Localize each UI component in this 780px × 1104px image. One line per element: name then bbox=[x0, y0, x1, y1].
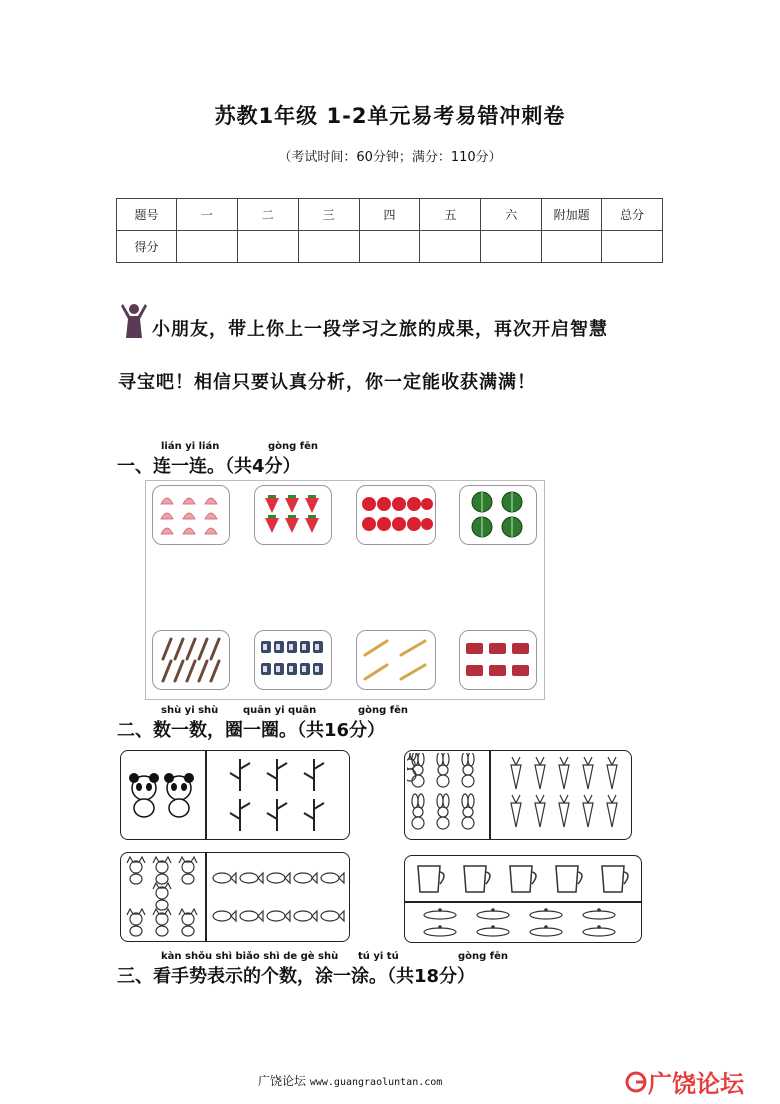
score-cell[interactable] bbox=[602, 231, 663, 263]
section-1-title: 一、连一连。（共4分） bbox=[117, 456, 301, 477]
peach-card[interactable] bbox=[152, 485, 230, 545]
table-row-label: 得分 bbox=[117, 231, 177, 263]
score-cell[interactable] bbox=[542, 231, 602, 263]
watermelon-card[interactable] bbox=[459, 485, 537, 545]
footer-site-name: 广饶论坛 bbox=[258, 1074, 307, 1088]
table-header-cell: 一 bbox=[176, 199, 237, 231]
pinyin-annotation: gòng fēn bbox=[458, 951, 509, 962]
table-header-cell: 四 bbox=[359, 199, 420, 231]
score-cell[interactable] bbox=[420, 231, 481, 263]
pinyin-annotation: tú yi tú bbox=[358, 951, 399, 962]
chopstick-card[interactable] bbox=[356, 630, 436, 690]
pinyin-annotation: shù yi shù bbox=[161, 705, 219, 716]
table-header-cell: 题号 bbox=[117, 199, 177, 231]
girl-figure-icon bbox=[120, 302, 148, 342]
pencil-sharpener-card[interactable] bbox=[254, 630, 332, 690]
carrots-10-icon[interactable] bbox=[506, 755, 626, 835]
score-table bbox=[116, 198, 663, 263]
section-3-title: 三、看手势表示的个数，涂一涂。（共18分） bbox=[117, 966, 476, 987]
pinyin-annotation: lián yi lián bbox=[161, 441, 220, 452]
exam-info: （考试时间：60分钟；满分：110分） bbox=[278, 150, 502, 165]
pencils-10-icon bbox=[153, 631, 228, 688]
pencil-card[interactable] bbox=[152, 630, 230, 690]
score-cell[interactable] bbox=[176, 231, 237, 263]
lids-8-icon[interactable] bbox=[410, 905, 638, 941]
table-header-cell: 二 bbox=[237, 199, 298, 231]
score-cell[interactable] bbox=[237, 231, 298, 263]
peaches-9-icon bbox=[153, 486, 228, 543]
watermelons-4-icon bbox=[460, 486, 535, 543]
footer-url: www.guangraoluntan.com bbox=[309, 1077, 443, 1088]
score-cell[interactable] bbox=[359, 231, 420, 263]
pinyin-annotation: gòng fēn bbox=[268, 441, 319, 452]
pinyin-annotation: quān yi quān bbox=[243, 705, 317, 716]
table-header-cell: 六 bbox=[481, 199, 542, 231]
table-row bbox=[117, 231, 663, 263]
strawberries-6-icon bbox=[255, 486, 330, 543]
table-header-cell: 五 bbox=[420, 199, 481, 231]
site-logo bbox=[624, 1064, 744, 1099]
table-header-cell: 三 bbox=[298, 199, 359, 231]
pinyin-annotation: gòng fēn bbox=[358, 705, 409, 716]
logo-swirl-icon bbox=[624, 1070, 648, 1094]
bamboo-6-icon[interactable] bbox=[215, 755, 345, 835]
intro-line-1: 小朋友，带上你上一段学习之旅的成果，再次开启智慧 bbox=[152, 319, 608, 340]
pinyin-annotation: kàn shǒu shì biǎo shì de gè shù bbox=[161, 951, 339, 962]
table-header-cell: 总分 bbox=[602, 199, 663, 231]
intro-line-2: 寻宝吧！相信只要认真分析，你一定能收获满满！ bbox=[118, 372, 536, 393]
erasers-6-icon bbox=[460, 631, 535, 688]
eraser-card[interactable] bbox=[459, 630, 537, 690]
cats-7-icon[interactable] bbox=[123, 855, 203, 939]
section-2-title: 二、数一数，圈一圈。（共16分） bbox=[117, 720, 386, 741]
footer-watermark bbox=[258, 1072, 442, 1089]
score-cell[interactable] bbox=[298, 231, 359, 263]
sharpeners-10-icon bbox=[255, 631, 330, 688]
score-cell[interactable] bbox=[481, 231, 542, 263]
cups-5-icon[interactable] bbox=[410, 860, 638, 898]
page-title: 苏教1年级 1-2单元易考易错冲刺卷 bbox=[214, 104, 566, 128]
table-header-cell: 附加题 bbox=[542, 199, 602, 231]
strawberry-card[interactable] bbox=[254, 485, 332, 545]
pandas-2-icon[interactable] bbox=[126, 770, 201, 820]
table-row bbox=[117, 199, 663, 231]
rabbits-6-icon[interactable] bbox=[407, 753, 487, 837]
fish-10-icon[interactable] bbox=[210, 860, 346, 936]
apple-card[interactable] bbox=[356, 485, 436, 545]
chopsticks-4-icon bbox=[357, 631, 434, 688]
logo-text: 广饶论坛 bbox=[648, 1070, 744, 1098]
apples-10-icon bbox=[357, 486, 434, 543]
